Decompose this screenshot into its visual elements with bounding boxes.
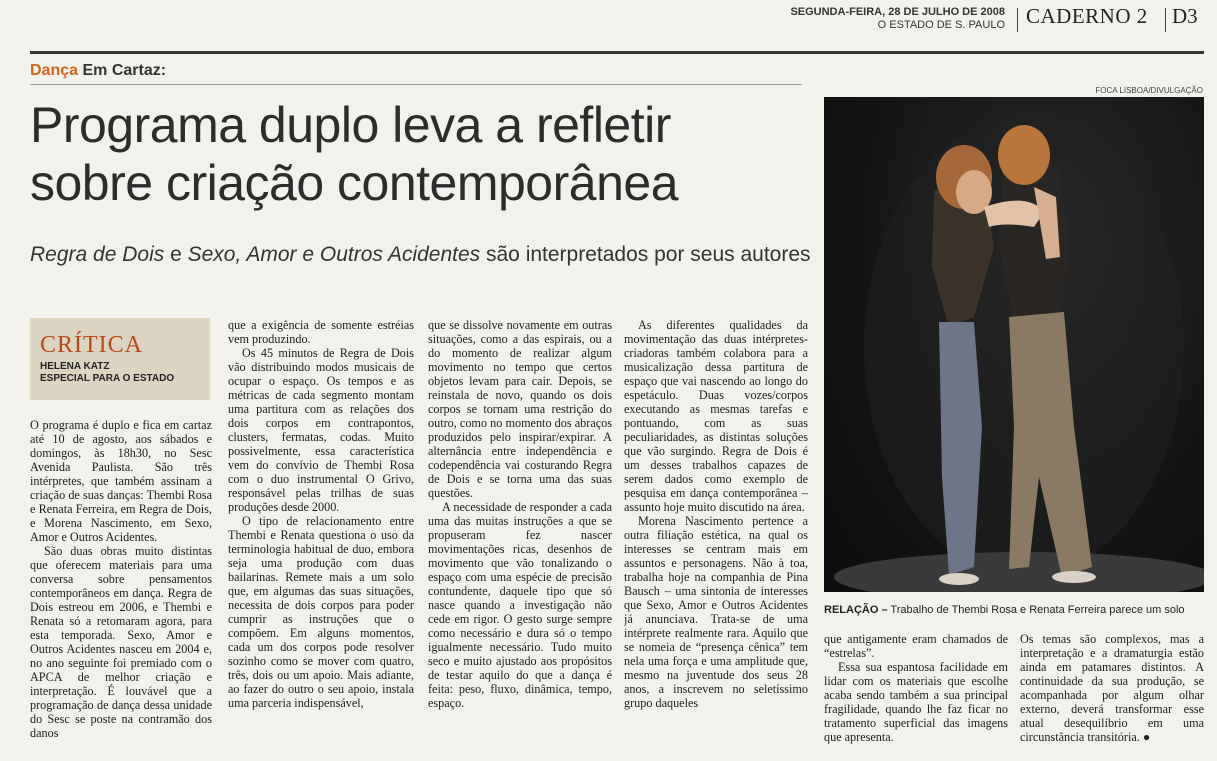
top-rule bbox=[30, 51, 1204, 54]
article-column-2 bbox=[228, 318, 414, 758]
author-name: HELENA KATZ bbox=[40, 361, 110, 372]
caption-label: RELAÇÃO – bbox=[824, 604, 888, 616]
subheadline bbox=[30, 243, 820, 267]
issue-date: SEGUNDA-FEIRA, 28 DE JULHO DE 2008 bbox=[790, 6, 1005, 18]
photo-caption bbox=[824, 604, 1208, 616]
headline bbox=[30, 96, 810, 212]
newspaper-name: O ESTADO DE S. PAULO bbox=[877, 19, 1005, 31]
paragraph: Os 45 minutos de Regra de Dois vão distribuindo modos musicais de ocupar o espaço. Os tempos e as métricas de cada segmento montam uma partitura com as relações dos dois corpos em contrapontos, clusters, fermatas, codas. Muito possivelmente, essa característica vem do convívio de Thembi Rosa com o duo instrumental O Grivo, responsável pelas trilhas de suas produções desde 2000. bbox=[228, 346, 414, 514]
paragraph: São duas obras muito distintas que oferecem materiais para uma conversa sobre pensamentos contemporâneos em dança. Regra de Dois estreou em 2006, e Thembi e Renata só a retomaram agora, para esta temporada. Sexo, Amor e Outros Acidentes nasceu em 2004 e, no ano seguinte foi premiado com o APCA de melhor criação e interpretação. É louvável que a programação de dança dessa unidade do Sesc se poste na contramão dos danos bbox=[30, 544, 212, 740]
paragraph: A necessidade de responder a cada uma das muitas instruções a que se propuseram fez nascer movimentações ricas, desenhos de movimento que vão tonalizando o espaço com uma espécie de precisão contundente, daquele tipo que só nasce quando a investigação não cede em rigor. O gesto surge sempre como necessário e dura só o tempo igualmente necessário. Tudo muito seco e muito ajustado aos propósitos de testar aquilo do que a dança é feita: peso, fluxo, dinâmica, tempo, espaço. bbox=[428, 500, 612, 710]
article-column-4 bbox=[624, 318, 808, 758]
paragraph: O programa é duplo e fica em cartaz até 10 de agosto, aos sábados e domingos, às 18h30, no Sesc Avenida Paulista. São três intérpretes, que também assinam a criação de suas danças: Thembi Rosa e Renata Ferreira, em Regra de Dois, e Morena Nascimento, em Sexo, Amor e Outros Acidentes. bbox=[30, 418, 212, 544]
masthead-date-block bbox=[790, 6, 1005, 32]
masthead-divider bbox=[1165, 8, 1166, 32]
critica-label: CRÍTICA bbox=[40, 332, 143, 358]
critica-box bbox=[30, 318, 210, 400]
kicker-rule bbox=[30, 84, 802, 85]
paragraph: As diferentes qualidades da movimentação das duas intérpretes-criadoras também colabora para a musicalização dessa partitura de espaço que vai nascendo ao longo do espetáculo. Duas vozes/corpos executando as mesmas tarefas e pontuando, com as suas peculiaridades, as distintas soluções que vão surgindo. Regra de Dois é um desses trabalhos capazes de serem dados como exemplo de pesquisa em dança contemporânea – assunto hoje muito discutido na área. bbox=[624, 318, 808, 514]
paragraph: que se dissolve novamente em outras situações, como a das espirais, ou a do momento de realizar algum movimento no tempo que certos objetos levam para cair. Depois, se reinstala de novo, quando os dois corpos se tornam uma restrição do outro, como no momento dos abraços produzidos pelo inspirar/expirar. A alternância entre independência e codependência vai costurando Regra de Dois e se torna uma das suas questões. bbox=[428, 318, 612, 500]
photo-credit: FOCA LISBOA/DIVULGAÇÃO bbox=[1095, 86, 1203, 95]
paragraph-text: Os temas são complexos, mas a interpretação e a dramaturgia estão ainda em patamares distintos. A continuidade da sua produção, se acompanhada por algum olhar externo, deverá transformar esse atual desequilíbrio em uma circunstância transitória. bbox=[1020, 632, 1204, 744]
work-title: Regra de Dois bbox=[30, 243, 165, 266]
paragraph: Morena Nascimento pertence a outra filiação estética, na qual os interesses se centram mais em assuntos e personagens. Não à toa, trabalha hoje na companhia de Pina Bausch – uma sintonia de interesses que Sexo, Amor e Outros Acidentes já anunciava. Trata-se de uma intérprete realmente rara. Aquilo que se nomeia de “presença cênica” tem nela uma força e uma amplitude que, mesmo na juventude dos seus 28 anos, a inscrevem no seletíssimo grupo daqueles bbox=[624, 514, 808, 710]
page-number: D3 bbox=[1172, 4, 1198, 28]
subhead-text: são interpretados por seus autores bbox=[480, 243, 811, 266]
author-role: ESPECIAL PARA O ESTADO bbox=[40, 373, 175, 384]
end-mark: ● bbox=[1142, 730, 1151, 744]
paragraph: que a exigência de somente estréias vem produzindo. bbox=[228, 318, 414, 346]
article-column-6 bbox=[1020, 632, 1204, 758]
article-column-5 bbox=[824, 632, 1008, 758]
masthead-divider bbox=[1017, 8, 1018, 32]
headline-line: Programa duplo leva a refletir bbox=[30, 97, 671, 153]
headline-line: sobre criação contemporânea bbox=[30, 155, 678, 211]
article-column-1 bbox=[30, 418, 212, 758]
caption-text: Trabalho de Thembi Rosa e Renata Ferreira parece um solo bbox=[887, 604, 1185, 616]
dance-photo bbox=[824, 97, 1204, 592]
paragraph: Essa sua espantosa facilidade em lidar com os materiais que escolhe acaba sendo também a sua principal fragilidade, quando lhe faz ficar no tratamento superficial das imagens que apresenta. bbox=[824, 660, 1008, 744]
paragraph: que antigamente eram chamados de “estrelas”. bbox=[824, 632, 1008, 660]
article-column-3 bbox=[428, 318, 612, 758]
kicker-column: Em Cartaz: bbox=[82, 62, 167, 79]
section-name: CADERNO 2 bbox=[1026, 4, 1148, 28]
kicker-category: Dança bbox=[30, 62, 79, 79]
paragraph bbox=[1020, 632, 1204, 744]
kicker bbox=[30, 62, 166, 80]
paragraph: O tipo de relacionamento entre Thembi e Renata questiona o uso da terminologia habitual de duo, embora seja uma produção com duas bailarinas. Remete mais a um solo que, em algumas das suas situações, necessita de dois corpos para poder cumprir as instruções que o compõem. Em alguns momentos, cada um dos corpos pode resolver sozinho como se mover com quatro, três, dois ou um apoio. Mais adiante, ao fazer do outro o seu apoio, instala uma parceria indispensável, bbox=[228, 514, 414, 710]
dancers-illustration bbox=[824, 97, 1204, 592]
byline bbox=[40, 361, 174, 385]
work-title: Sexo, Amor e Outros Acidentes bbox=[187, 243, 481, 266]
subhead-text: e bbox=[164, 243, 188, 266]
